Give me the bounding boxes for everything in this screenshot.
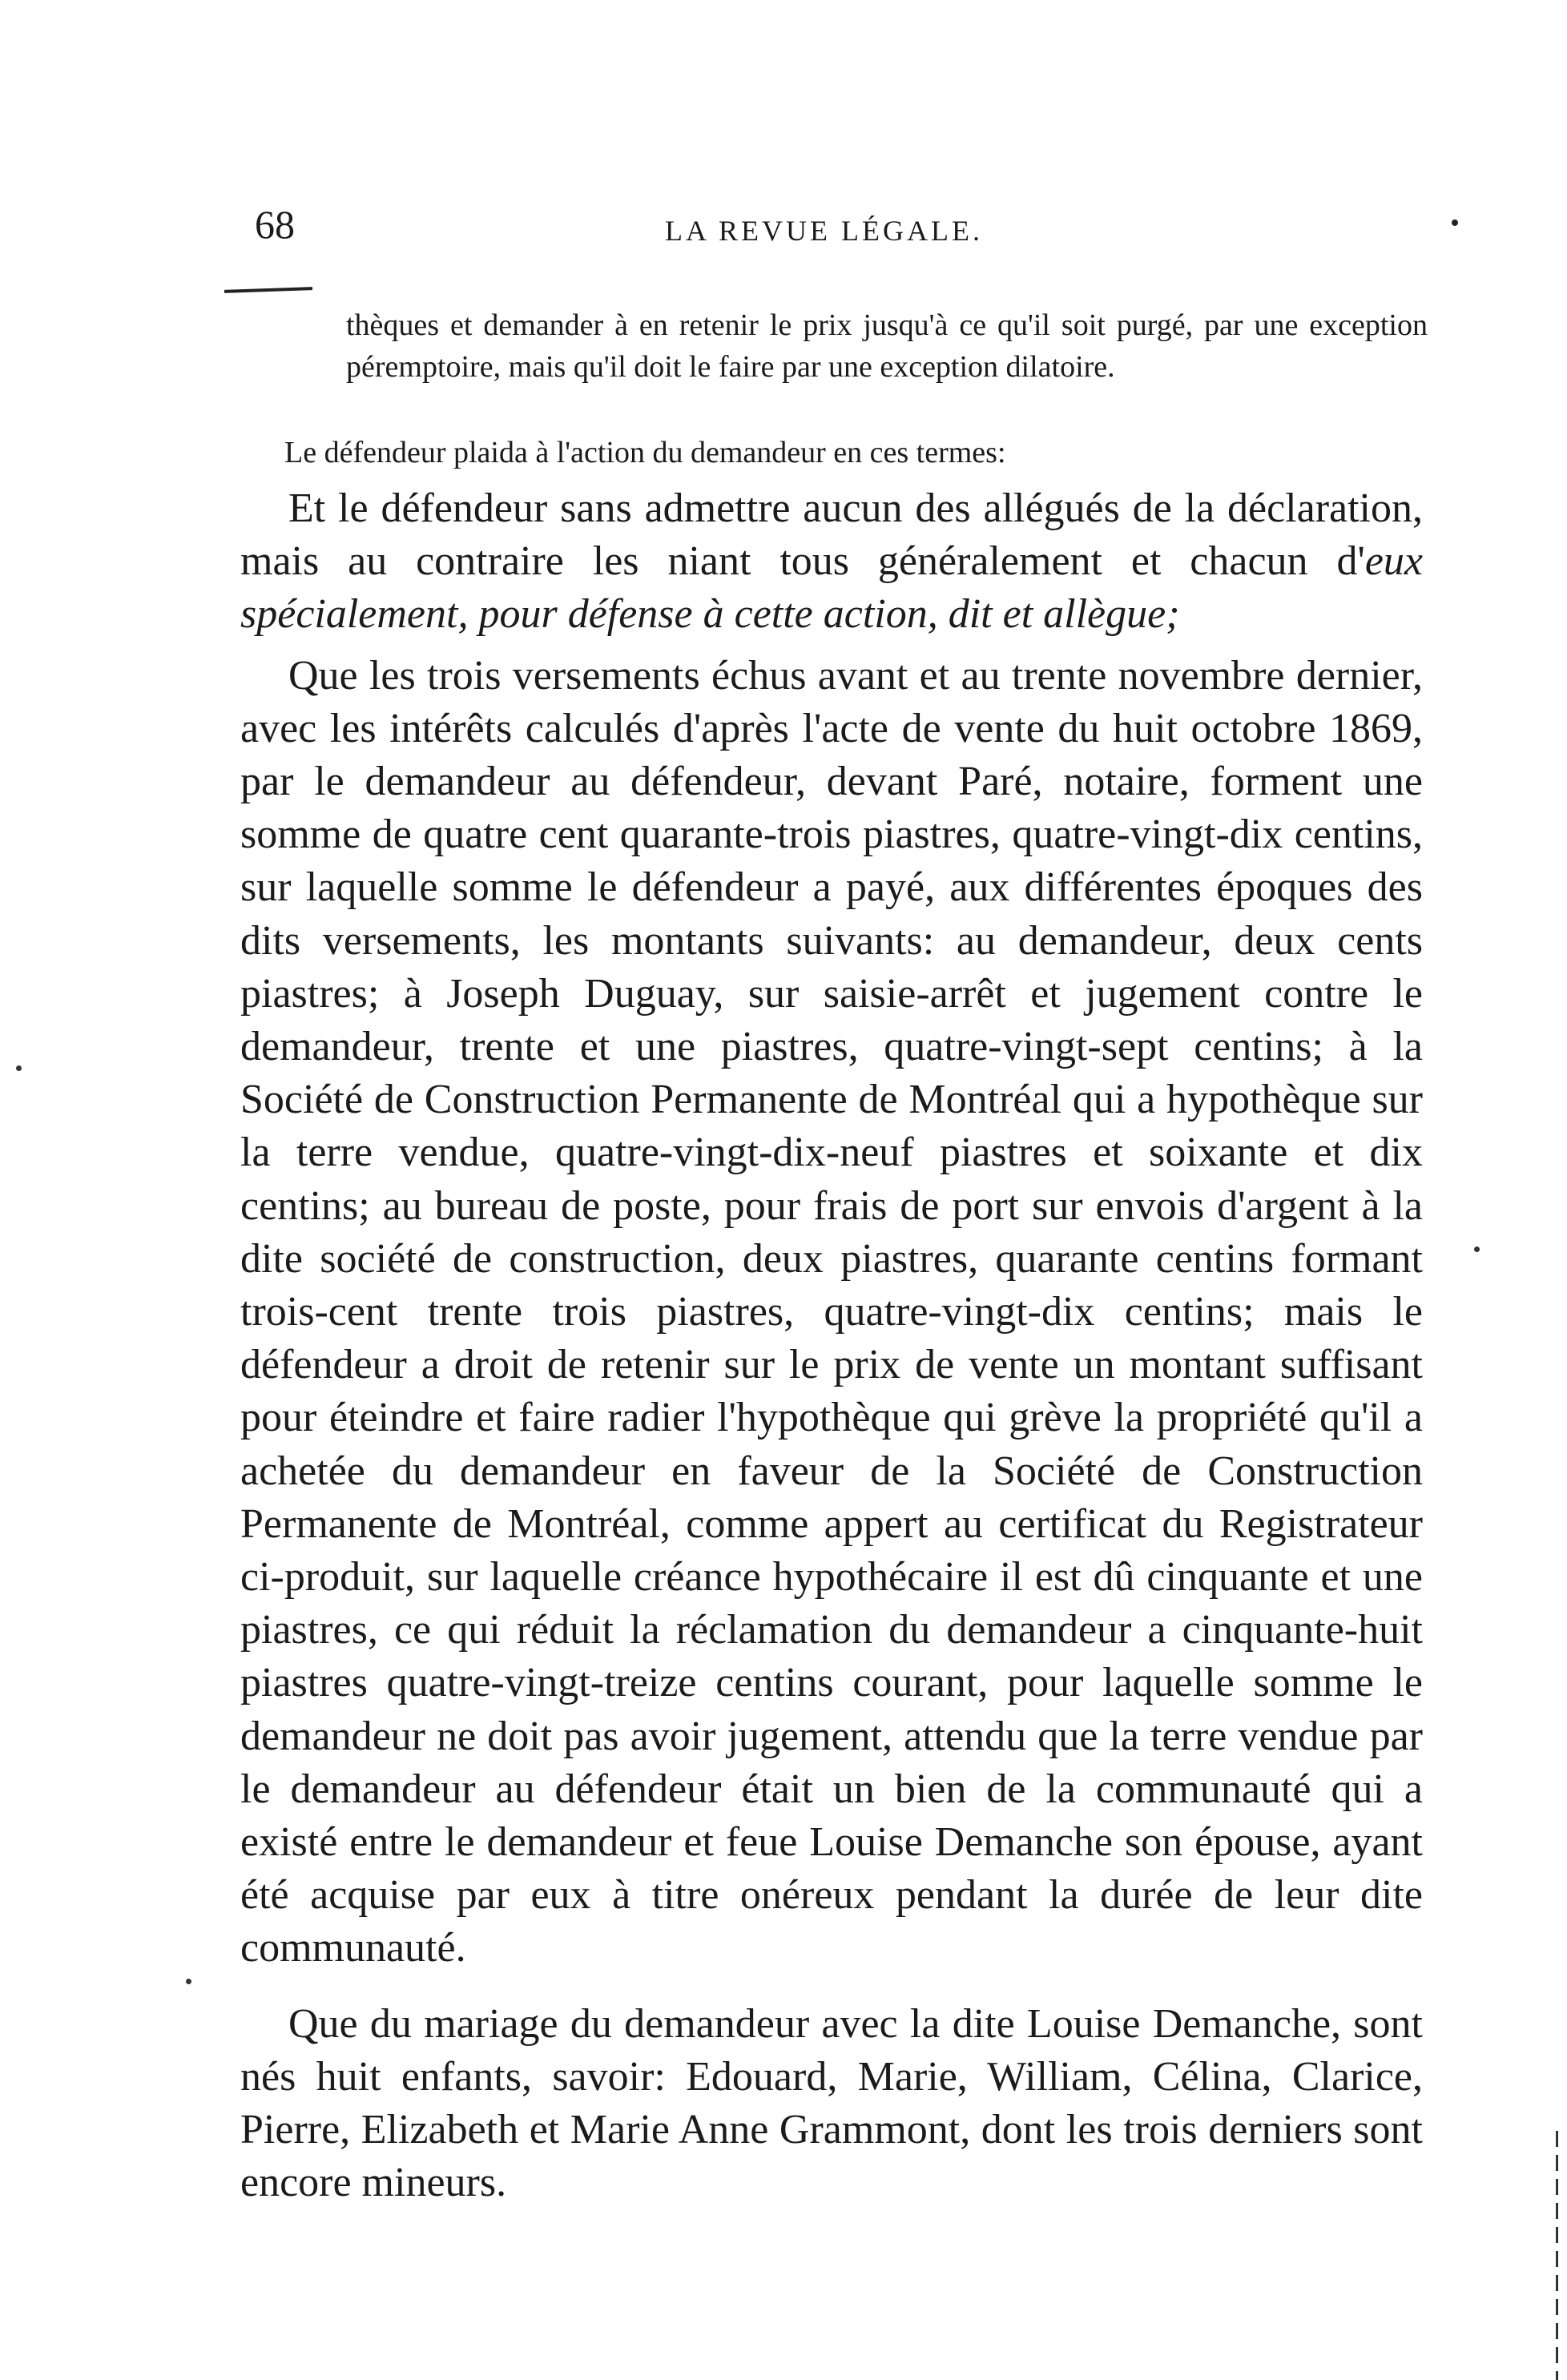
- paragraph-denial-italic: eux spécialement, pour défense à cette action, dit et allègue;: [240, 538, 1423, 638]
- paragraph-denial: [240, 482, 1423, 642]
- margin-rule-mark: [224, 287, 312, 293]
- scan-edge-line: [1556, 2131, 1558, 2380]
- paragraph-children: Que du mariage du demandeur avec la dite Louise Demanche, sont nés huit enfants, savoir: Edouard, Marie, William, Célina, Clarice, Pierre, Elizabeth et Marie Anne Grammont, dont les trois derniers sont encore mineurs.: [240, 2000, 1423, 2206]
- margin-speck: [16, 1065, 22, 1071]
- plea-body: [240, 482, 1423, 2210]
- plea-intro: Le défendeur plaida à l'action du demandeur en ces termes:: [284, 436, 1006, 469]
- paragraph-payments: Que les trois versements échus avant et au trente novembre dernier, avec les intérêts calculés d'après l'acte de vente du huit octobre 1869, par le demandeur au défendeur, devant Paré, notaire, forment une somme de quatre cent quarante-trois piastres, quatre-vingt-dix centins, sur laquelle somme le défendeur a payé, aux différentes époques des dits versements, les montants suivants: au demandeur, deux cents piastres; à Joseph Duguay, sur saisie-arrêt et jugement contre le demandeur, trente et une piastres, quatre-vingt-sept centins; à la Société de Construction Permanente de Montréal qui a hypothèque sur la terre vendue, quatre-vingt-dix-neuf piastres et soixante et dix centins; au bureau de poste, pour frais de port sur envois d'argent à la dite société de construction, deux piastres, quarante centins formant trois-cent trente trois piastres, quatre-vingt-dix centins; mais le défendeur a droit de retenir sur le prix de vente un montant suffisant pour éteindre et faire radier l'hypothèque qui grève la propriété qu'il a achetée du demandeur en faveur de la Société de Construction Permanente de Montréal, comme appert au certificat du Registrateur ci-produit, sur laquelle créance hypothécaire il est dû cinquante et une piastres, ce qui réduit la réclamation du demandeur a cinquante-huit piastres quatre-vingt-treize centins courant, pour laquelle somme le demandeur ne doit pas avoir jugement, attendu que la terre vendue par le demandeur au défendeur était un bien de la communauté qui a existé entre le demandeur et feue Louise Demanche son épouse, ayant été acquise par eux à titre onéreux pendant la durée de leur dite communauté.: [240, 652, 1423, 1971]
- running-title: LA REVUE LÉGALE.: [665, 215, 983, 247]
- paragraph-denial-roman: Et le défendeur sans admettre aucun des allégués de la déclaration, mais au contraire les niant tous généralement et chacun d': [240, 485, 1423, 585]
- margin-speck: [1474, 1246, 1480, 1252]
- corner-speck: [1452, 219, 1458, 226]
- quote-text: thèques et demander à en retenir le prix jusqu'à ce qu'il soit purgé, par une exception péremptoire, mais qu'il doit le faire par une exception dilatoire.: [346, 308, 1428, 384]
- page-number: 68: [255, 202, 295, 247]
- margin-speck: [186, 1979, 191, 1984]
- quoted-continuation: [346, 304, 1428, 388]
